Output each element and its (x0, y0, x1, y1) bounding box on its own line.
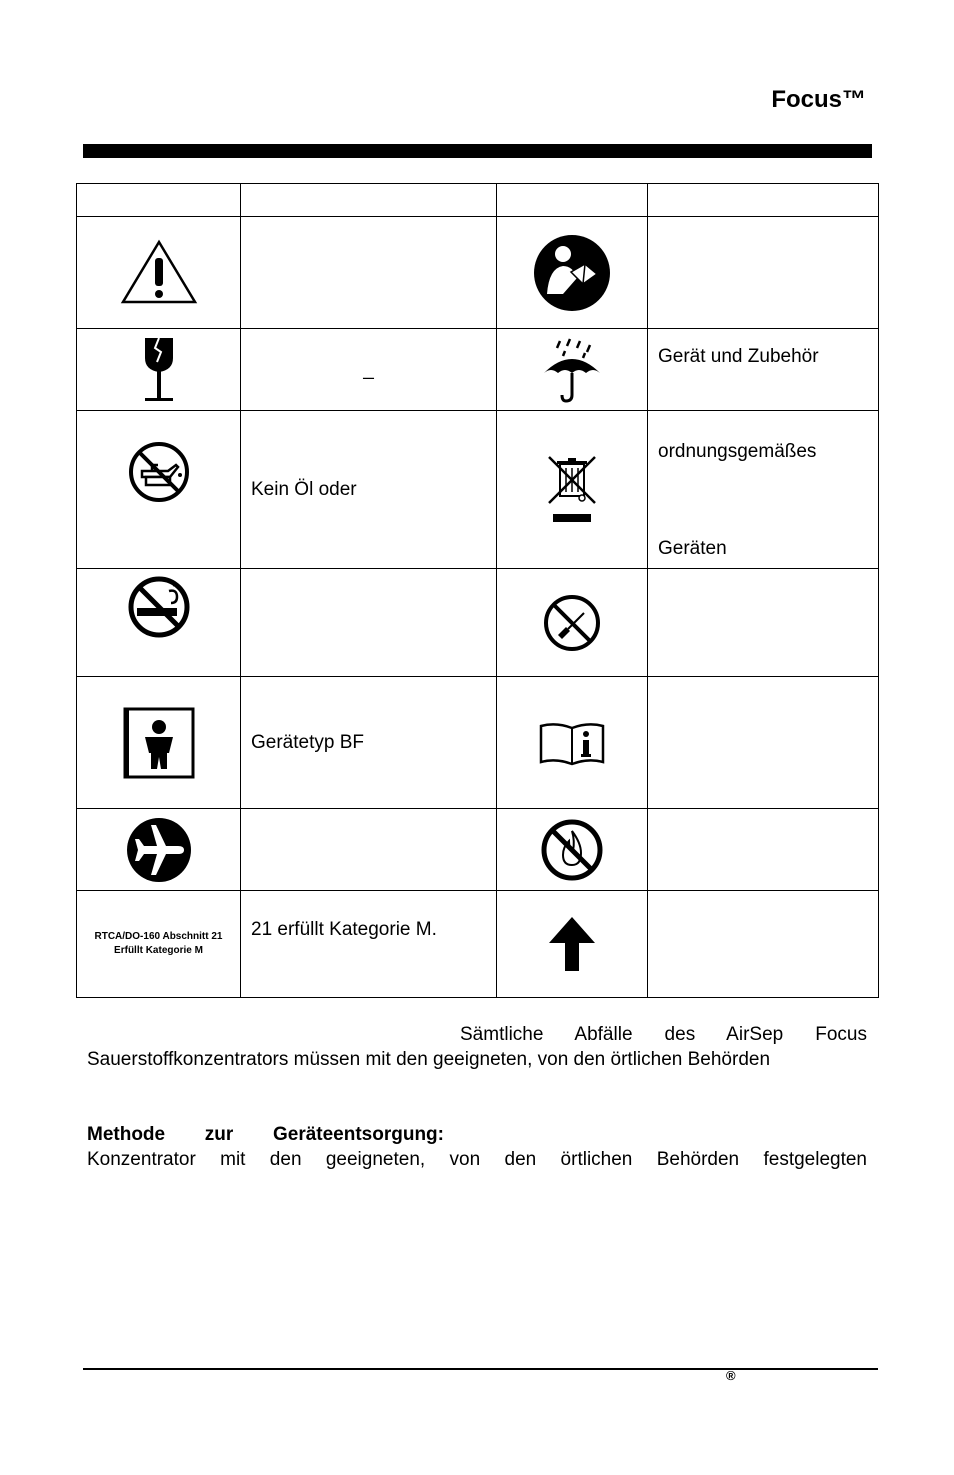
this-way-up-arrow-icon (547, 915, 597, 973)
paragraph-line: Konzentrator mit den geeigneten, von den örtlichen Behörden festgelegten (87, 1149, 867, 1170)
no-open-flame-icon (541, 819, 603, 881)
read-manual-icon (533, 234, 611, 312)
description-cell: Gerät und Zubehör (648, 329, 879, 411)
table-header-row (77, 184, 879, 217)
paragraph-line: Sämtliche Abfälle des AirSep Focus (460, 1024, 867, 1045)
symbol-cell (77, 677, 241, 809)
type-bf-icon (123, 707, 195, 779)
symbol-cell (497, 411, 648, 569)
description-cell (648, 677, 879, 809)
table-row (77, 217, 879, 329)
symbol-cell (497, 569, 648, 677)
description-cell (648, 809, 879, 891)
symbol-cell (77, 329, 241, 411)
table-row (77, 411, 879, 569)
symbol-cell (497, 809, 648, 891)
header-rule (83, 144, 872, 158)
description-cell: _ (241, 329, 497, 411)
table-row (77, 569, 879, 677)
symbol-cell (77, 569, 241, 677)
keep-dry-umbrella-icon (540, 337, 604, 403)
symbols-table (76, 183, 879, 998)
table-row (77, 329, 879, 411)
rtca-label-line-2: Erfüllt Kategorie M (114, 945, 203, 956)
description-cell: 21 erfüllt Kategorie M. (241, 891, 497, 998)
no-smoking-icon (127, 575, 191, 639)
table-row (77, 809, 879, 891)
no-oil-icon (128, 441, 190, 503)
rtca-label-line-1: RTCA/DO-160 Abschnitt 21 (94, 931, 223, 942)
description-cell (241, 809, 497, 891)
symbol-cell (497, 329, 648, 411)
description-cell (648, 217, 879, 329)
symbol-cell (497, 677, 648, 809)
description-cell (648, 569, 879, 677)
symbol-cell (77, 217, 241, 329)
table-row (77, 677, 879, 809)
table-row (77, 891, 879, 998)
description-cell (241, 569, 497, 677)
description-cell: Gerätetyp BF (241, 677, 497, 809)
header-cell (648, 184, 879, 217)
weee-crossed-bin-icon (546, 454, 598, 526)
section-heading: Methode zur Geräteentsorgung: (87, 1124, 444, 1145)
no-disassembly-icon (542, 593, 602, 653)
symbol-cell (77, 411, 241, 569)
symbol-cell (497, 217, 648, 329)
symbol-cell (497, 891, 648, 998)
description-cell (241, 217, 497, 329)
fragile-glass-icon (139, 336, 179, 404)
registered-mark: ® (726, 1368, 736, 1383)
footer-rule (83, 1368, 878, 1370)
document-title: Focus™ (771, 86, 866, 113)
header-cell (77, 184, 241, 217)
paragraph-line: Sauerstoffkonzentrators müssen mit den geeigneten, von den örtlichen Behörden (87, 1049, 771, 1070)
airplane-icon (126, 817, 192, 883)
disposal-method-section (87, 1122, 867, 1172)
warning-triangle-icon (119, 238, 199, 308)
symbol-cell (77, 891, 241, 998)
description-cell: Kein Öl oder (241, 411, 497, 569)
header-cell (241, 184, 497, 217)
description-cell (648, 891, 879, 998)
symbol-cell (77, 809, 241, 891)
description-cell: ordnungsgemäßes Geräten (648, 411, 879, 569)
header-cell (497, 184, 648, 217)
disposal-paragraph (87, 1022, 867, 1072)
consult-instructions-icon (538, 720, 606, 766)
